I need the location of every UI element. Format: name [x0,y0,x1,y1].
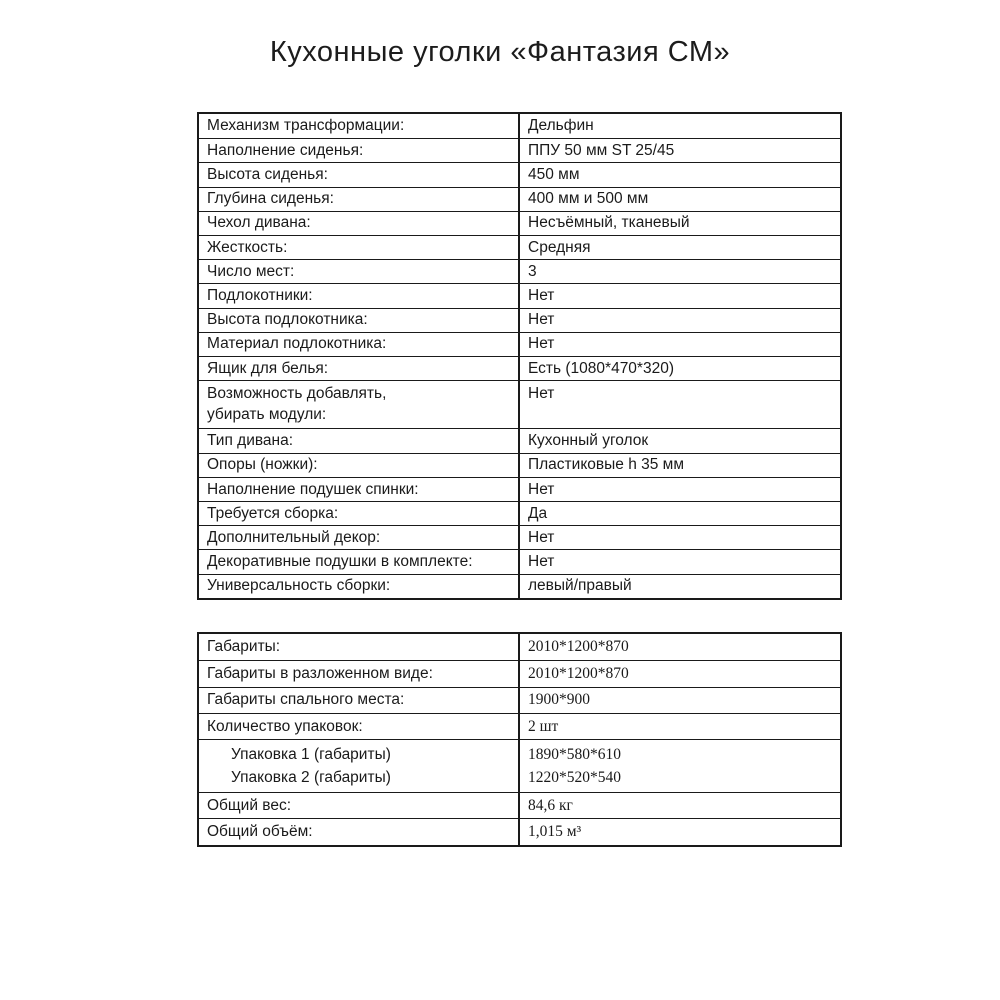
table-row [199,687,840,713]
spec-value: 2010*1200*870 [528,665,629,683]
table-row [199,138,840,162]
spec-value: 400 мм и 500 мм [528,190,649,208]
spec-value: Средняя [528,238,591,256]
spec-label: Ящик для белья: [199,357,520,380]
table-row [199,501,840,525]
spec-value: 84,6 кг [528,796,573,814]
spec-label: Число мест: [199,260,520,283]
table-row [199,477,840,501]
spec-value: Пластиковые h 35 мм [528,456,684,474]
package-labels [199,740,520,792]
spec-value: Нет [528,287,555,304]
spec-label: Возможность добавлять, убирать модули: [199,381,520,428]
spec-value: Нет [528,480,555,498]
table-row [199,308,840,332]
spec-value: Есть (1080*470*320) [528,359,674,377]
spec-label: Количество упаковок: [199,714,520,739]
table-row [199,114,840,138]
spec-label: Чехол дивана: [199,212,520,235]
spec-label: Габариты спального места: [199,688,520,713]
spec-label: Универсальность сборки: [199,575,520,598]
spec-value: Дельфин [528,117,594,135]
table-row [199,428,840,452]
spec-label: Общий вес: [199,793,520,818]
spec-label: Габариты в разложенном виде: [199,661,520,686]
spec-value: левый/правый [528,577,632,595]
spec-label: Опоры (ножки): [199,454,520,477]
table-row [199,283,840,307]
package-1-label: Упаковка 1 (габариты) [231,745,391,763]
spec-label: Декоративные подушки в комплекте: [199,550,520,573]
spec-label: Материал подлокотника: [199,333,520,356]
spec-label: Тип дивана: [199,429,520,452]
spec-label: Общий объём: [199,819,520,844]
table-row [199,259,840,283]
spec-value: 2010*1200*870 [528,638,629,656]
spec-value: ППУ 50 мм ST 25/45 [528,141,675,159]
package-values [520,740,840,792]
spec-label: Наполнение сиденья: [199,139,520,162]
package-2-value: 1220*520*540 [528,768,621,786]
dimensions-table [197,632,842,847]
spec-label: Подлокотники: [199,284,520,307]
spec-label: Высота сиденья: [199,163,520,186]
table-row [199,525,840,549]
package-1-value: 1890*580*610 [528,745,621,763]
spec-value: 3 [528,262,537,280]
specs-table [197,112,842,600]
spec-label: Жесткость: [199,236,520,259]
page-title: Кухонные уголки «Фантазия СМ» [269,36,731,68]
spec-label: Дополнительный декор: [199,526,520,549]
spec-label: Глубина сиденья: [199,188,520,211]
table-row [199,162,840,186]
spec-label: Требуется сборка: [199,502,520,525]
spec-value: Да [528,504,548,522]
spec-value: Нет [528,553,555,571]
table-row [199,211,840,235]
spec-label: Габариты: [199,634,520,660]
table-row [199,713,840,739]
spec-label: Высота подлокотника: [199,309,520,332]
spec-label: Наполнение подушек спинки: [199,478,520,501]
package-2-label: Упаковка 2 (габариты) [231,768,391,786]
spec-value: 1,015 м³ [528,823,582,841]
spec-value: 1900*900 [528,691,590,709]
spec-value: Нет [528,385,555,403]
table-row [199,660,840,686]
spec-value: Кухонный уголок [528,432,649,450]
spec-value: 450 мм [528,166,580,184]
spec-value: 2 шт [528,717,559,735]
table-row [199,792,840,818]
spec-label: Механизм трансформации: [199,114,520,138]
table-row [199,380,840,428]
table-row [199,818,840,844]
spec-value: Нет [528,528,555,546]
table-row [199,549,840,573]
table-row [199,332,840,356]
table-row [199,634,840,660]
spec-value: Нет [528,335,555,353]
spec-value: Нет [528,311,555,329]
table-row [199,453,840,477]
spec-value: Несъёмный, тканевый [528,214,690,232]
packages-row [199,739,840,792]
table-row [199,574,840,598]
table-row [199,235,840,259]
table-row [199,187,840,211]
table-row [199,356,840,380]
